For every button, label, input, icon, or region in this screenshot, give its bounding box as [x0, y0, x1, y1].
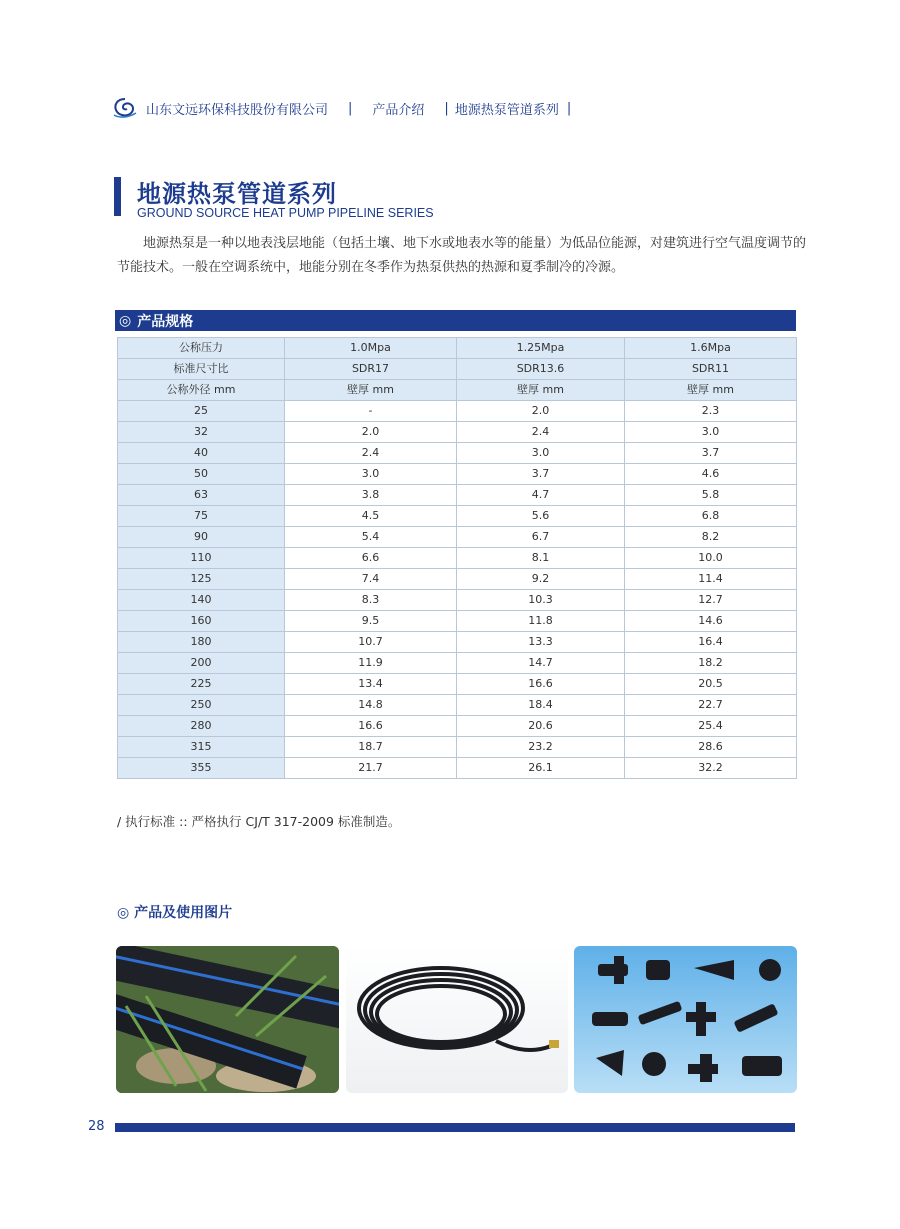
wall-thickness-cell: 16.4	[625, 632, 797, 653]
outer-diameter-cell: 355	[118, 758, 285, 779]
breadcrumb-separator: |	[444, 100, 449, 116]
wall-thickness-cell: 20.6	[457, 716, 625, 737]
specs-heading: 产品规格	[137, 313, 194, 330]
wall-thickness-cell: 5.4	[285, 527, 457, 548]
wall-thickness-cell: 10.3	[457, 590, 625, 611]
circle-icon: ◎	[119, 312, 132, 329]
wall-thickness-cell: 13.4	[285, 674, 457, 695]
wall-thickness-cell: 3.7	[457, 464, 625, 485]
spec-header-cell: 壁厚 mm	[457, 380, 625, 401]
wall-thickness-cell: 20.5	[625, 674, 797, 695]
outer-diameter-cell: 110	[118, 548, 285, 569]
page-title: 地源热泵管道系列	[137, 180, 337, 208]
spec-header-cell: SDR17	[285, 359, 457, 380]
spec-header-cell: 公称外径 mm	[118, 380, 285, 401]
wall-thickness-cell: 16.6	[457, 674, 625, 695]
spec-header-row	[118, 338, 797, 359]
wall-thickness-cell: 28.6	[625, 737, 797, 758]
wall-thickness-cell: 11.9	[285, 653, 457, 674]
spec-row	[118, 758, 797, 779]
breadcrumb-section[interactable]: 产品介绍	[372, 102, 425, 118]
spec-row	[118, 569, 797, 590]
company-logo-icon	[112, 97, 138, 119]
wall-thickness-cell: 26.1	[457, 758, 625, 779]
photo-pipe-coil	[346, 946, 568, 1093]
spec-row	[118, 506, 797, 527]
outer-diameter-cell: 75	[118, 506, 285, 527]
wall-thickness-cell: 2.3	[625, 401, 797, 422]
outer-diameter-cell: 125	[118, 569, 285, 590]
spec-header-cell: 1.25Mpa	[457, 338, 625, 359]
spec-row	[118, 611, 797, 632]
pipes-photo-illustration	[116, 946, 339, 1093]
spec-row	[118, 527, 797, 548]
outer-diameter-cell: 63	[118, 485, 285, 506]
wall-thickness-cell: 2.4	[457, 422, 625, 443]
spec-header-cell: SDR11	[625, 359, 797, 380]
wall-thickness-cell: 5.6	[457, 506, 625, 527]
wall-thickness-cell: 18.4	[457, 695, 625, 716]
outer-diameter-cell: 32	[118, 422, 285, 443]
wall-thickness-cell: 8.1	[457, 548, 625, 569]
specs-section-header	[115, 310, 796, 331]
wall-thickness-cell: 9.5	[285, 611, 457, 632]
spec-header-cell: 壁厚 mm	[285, 380, 457, 401]
outer-diameter-cell: 40	[118, 443, 285, 464]
wall-thickness-cell: 13.3	[457, 632, 625, 653]
wall-thickness-cell: 3.0	[285, 464, 457, 485]
breadcrumb-separator: |	[348, 100, 353, 116]
spec-row	[118, 485, 797, 506]
wall-thickness-cell: 8.3	[285, 590, 457, 611]
spec-header-row	[118, 380, 797, 401]
spec-row	[118, 401, 797, 422]
wall-thickness-cell: 25.4	[625, 716, 797, 737]
outer-diameter-cell: 180	[118, 632, 285, 653]
photos-heading: ◎ 产品及使用图片	[117, 905, 233, 921]
intro-paragraph: 地源热泵是一种以地表浅层地能（包括土壤、地下水或地表水等的能量）为低品位能源，对建筑进行空气温度调节的节能技术。一般在空调系统中，地能分别在冬季作为热泵供热的热源和夏季制冷的冷源。	[117, 236, 807, 275]
wall-thickness-cell: 14.8	[285, 695, 457, 716]
wall-thickness-cell: 3.0	[625, 422, 797, 443]
spec-table-body	[118, 401, 797, 779]
photo-pipe-fittings	[574, 946, 797, 1093]
spec-row	[118, 422, 797, 443]
wall-thickness-cell: 6.7	[457, 527, 625, 548]
outer-diameter-cell: 225	[118, 674, 285, 695]
spec-row	[118, 590, 797, 611]
wall-thickness-cell: 9.2	[457, 569, 625, 590]
wall-thickness-cell: 8.2	[625, 527, 797, 548]
outer-diameter-cell: 90	[118, 527, 285, 548]
spec-row	[118, 653, 797, 674]
footer-bar	[115, 1123, 795, 1132]
wall-thickness-cell: 2.0	[285, 422, 457, 443]
fittings-illustration	[574, 946, 797, 1093]
wall-thickness-cell: 7.4	[285, 569, 457, 590]
wall-thickness-cell: 5.8	[625, 485, 797, 506]
spec-row	[118, 674, 797, 695]
wall-thickness-cell: 4.7	[457, 485, 625, 506]
spec-header-cell: 1.0Mpa	[285, 338, 457, 359]
wall-thickness-cell: 2.0	[457, 401, 625, 422]
spec-row	[118, 695, 797, 716]
wall-thickness-cell: 11.4	[625, 569, 797, 590]
outer-diameter-cell: 160	[118, 611, 285, 632]
wall-thickness-cell: 11.8	[457, 611, 625, 632]
spec-header-cell: 1.6Mpa	[625, 338, 797, 359]
wall-thickness-cell: 12.7	[625, 590, 797, 611]
standard-note: / 执行标准 :: 严格执行 CJ/T 317-2009 标准制造。	[117, 814, 401, 829]
title-accent-bar	[114, 177, 121, 216]
outer-diameter-cell: 140	[118, 590, 285, 611]
wall-thickness-cell: 2.4	[285, 443, 457, 464]
spec-header-cell: 壁厚 mm	[625, 380, 797, 401]
outer-diameter-cell: 280	[118, 716, 285, 737]
breadcrumb-separator: |	[566, 100, 572, 116]
photo-pipes-with-plants	[116, 946, 339, 1093]
spec-header-cell: SDR13.6	[457, 359, 625, 380]
wall-thickness-cell: 18.2	[625, 653, 797, 674]
spec-row	[118, 716, 797, 737]
outer-diameter-cell: 250	[118, 695, 285, 716]
wall-thickness-cell: 10.0	[625, 548, 797, 569]
wall-thickness-cell: 6.6	[285, 548, 457, 569]
wall-thickness-cell: 14.6	[625, 611, 797, 632]
wall-thickness-cell: -	[285, 401, 457, 422]
spec-row	[118, 737, 797, 758]
outer-diameter-cell: 50	[118, 464, 285, 485]
outer-diameter-cell: 315	[118, 737, 285, 758]
spec-row	[118, 443, 797, 464]
wall-thickness-cell: 16.6	[285, 716, 457, 737]
spec-header-cell: 标准尺寸比	[118, 359, 285, 380]
page-header	[112, 96, 591, 120]
spec-row	[118, 632, 797, 653]
spec-header-row	[118, 359, 797, 380]
outer-diameter-cell: 200	[118, 653, 285, 674]
breadcrumb-current[interactable]: 地源热泵管道系列	[454, 102, 559, 118]
spec-header-cell: 公称压力	[118, 338, 285, 359]
wall-thickness-cell: 4.5	[285, 506, 457, 527]
spec-table	[117, 337, 797, 779]
wall-thickness-cell: 6.8	[625, 506, 797, 527]
spec-row	[118, 548, 797, 569]
wall-thickness-cell: 14.7	[457, 653, 625, 674]
wall-thickness-cell: 3.0	[457, 443, 625, 464]
wall-thickness-cell: 21.7	[285, 758, 457, 779]
wall-thickness-cell: 18.7	[285, 737, 457, 758]
wall-thickness-cell: 23.2	[457, 737, 625, 758]
wall-thickness-cell: 3.7	[625, 443, 797, 464]
page-number: 28	[88, 1119, 105, 1134]
company-name: 山东文远环保科技股份有限公司	[146, 102, 329, 118]
wall-thickness-cell: 10.7	[285, 632, 457, 653]
spec-row	[118, 464, 797, 485]
wall-thickness-cell: 4.6	[625, 464, 797, 485]
wall-thickness-cell: 3.8	[285, 485, 457, 506]
wall-thickness-cell: 22.7	[625, 695, 797, 716]
spec-table-header	[118, 338, 797, 401]
page-subtitle: GROUND SOURCE HEAT PUMP PIPELINE SERIES	[137, 206, 434, 220]
outer-diameter-cell: 25	[118, 401, 285, 422]
pipe-coil-illustration	[346, 946, 568, 1093]
wall-thickness-cell: 32.2	[625, 758, 797, 779]
